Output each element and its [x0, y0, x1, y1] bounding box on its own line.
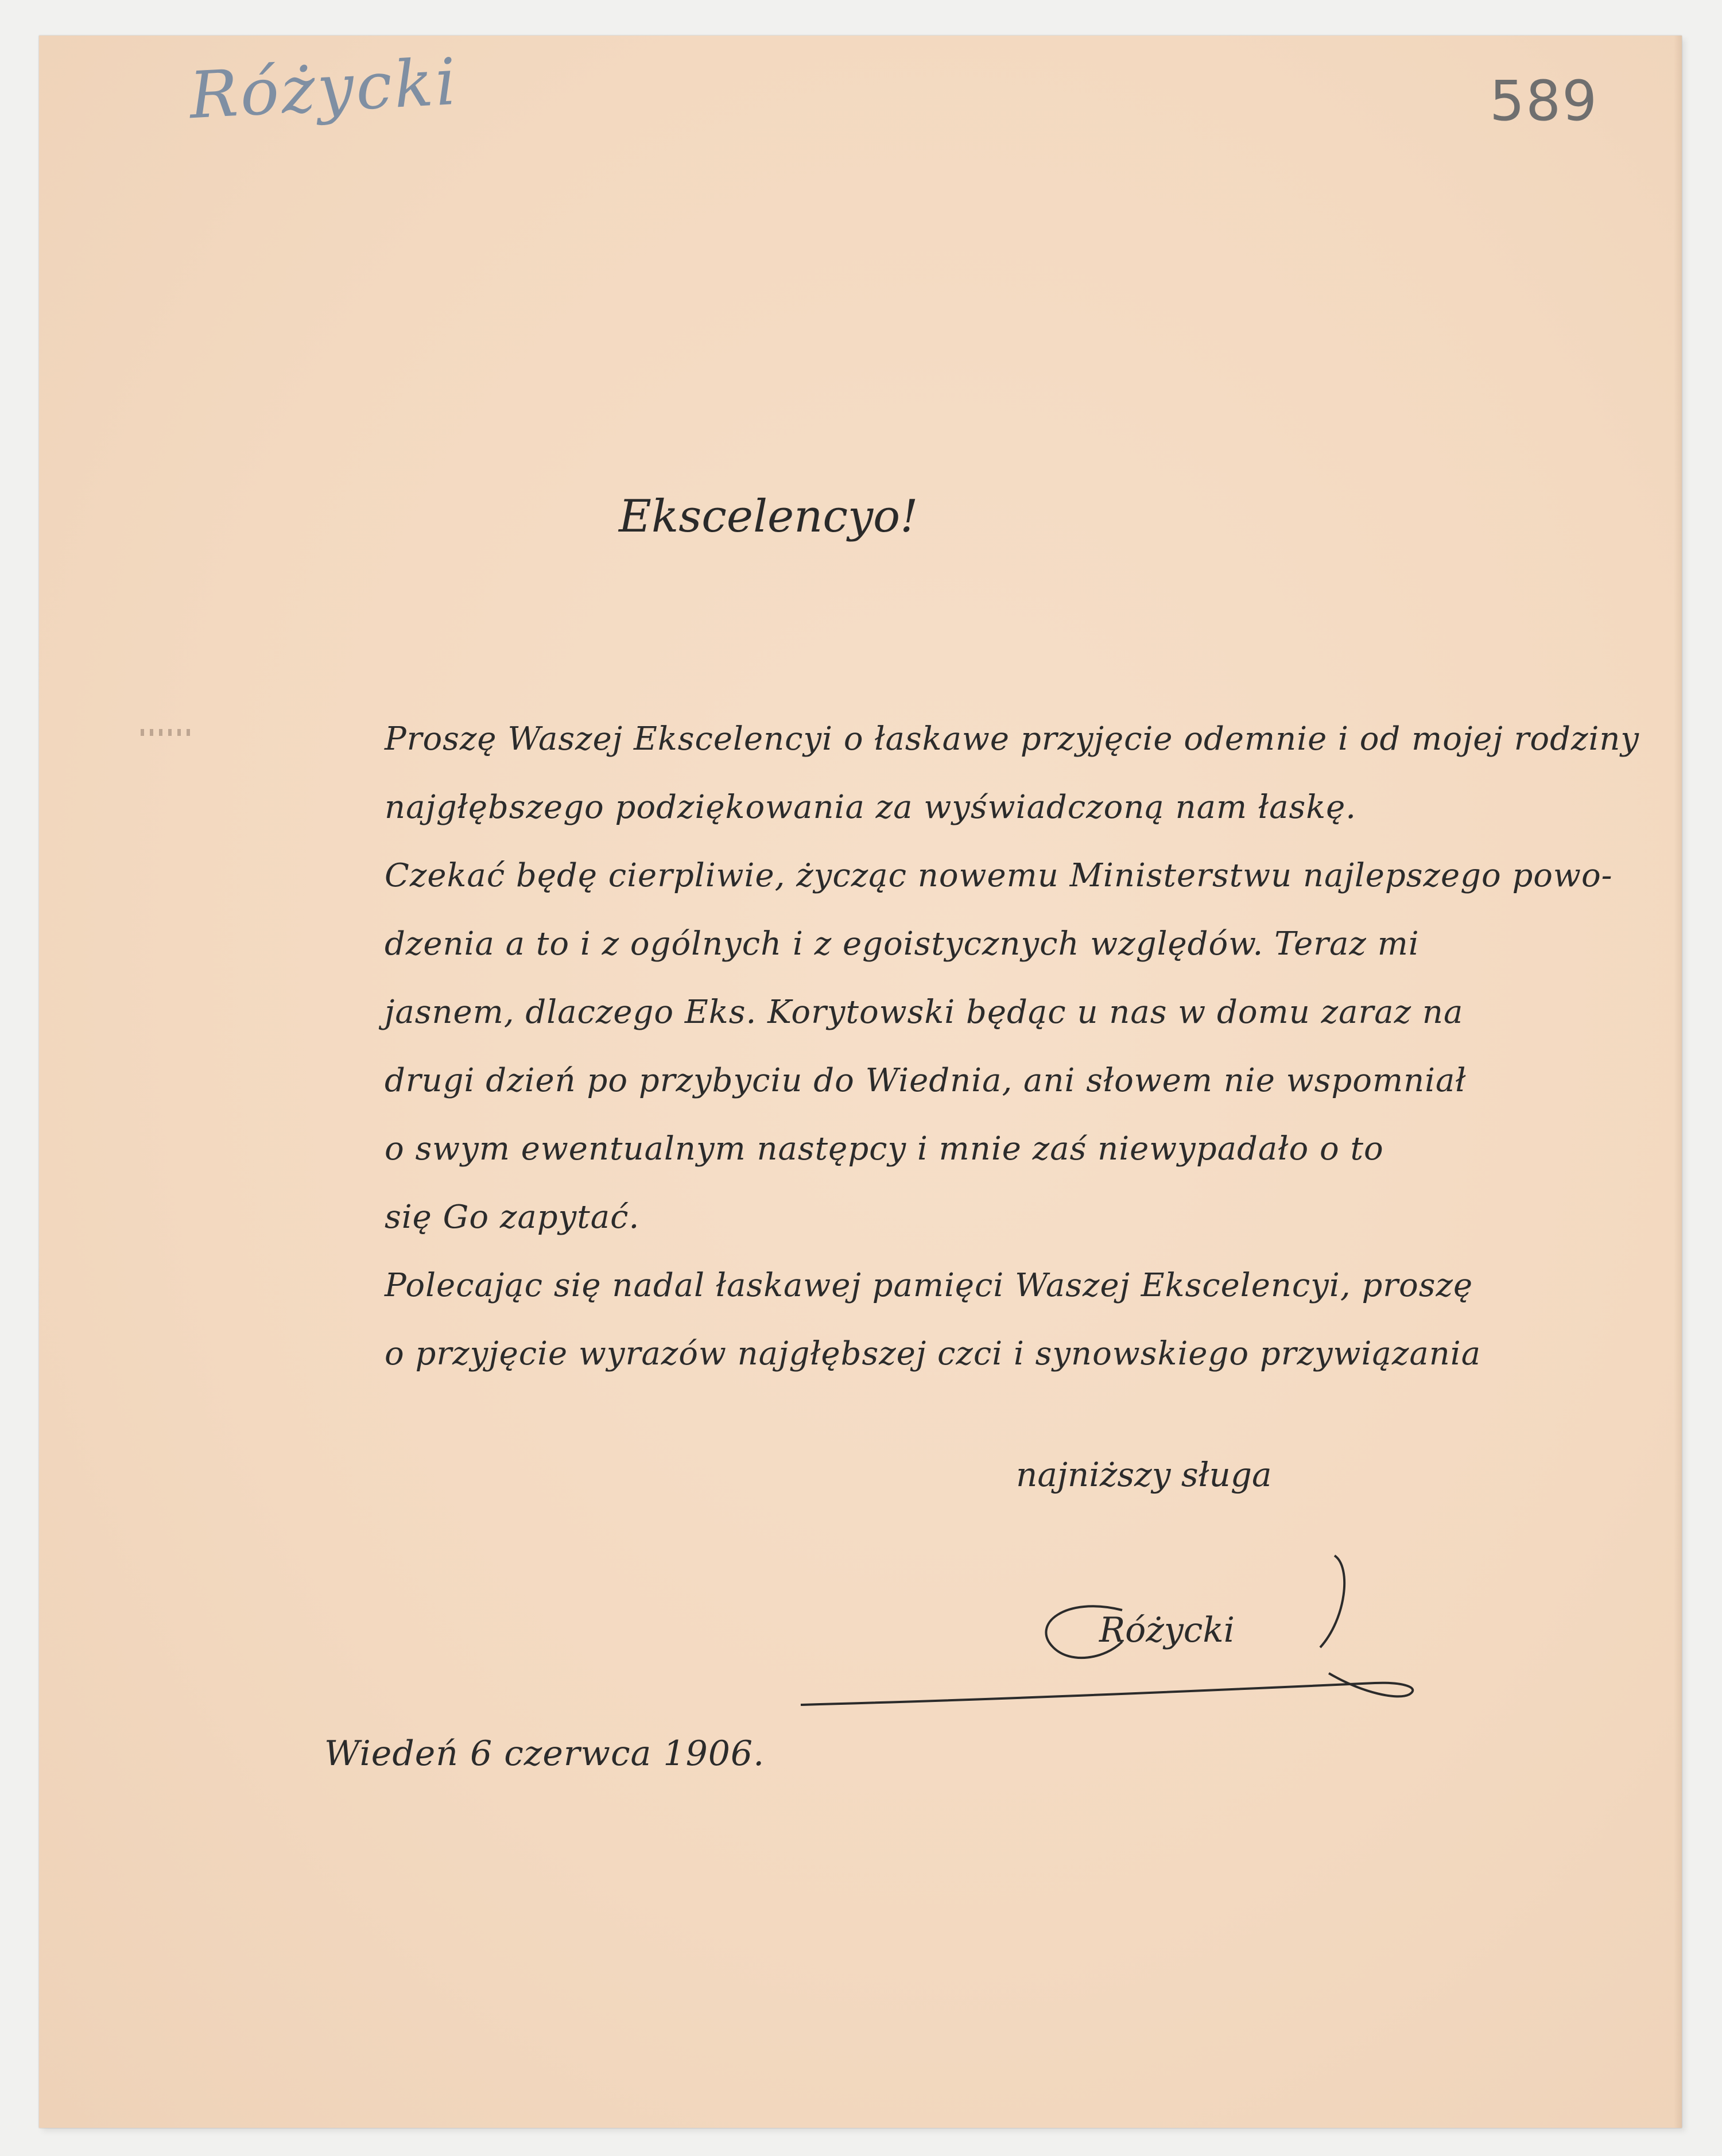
letter-line: Czekać będę cierpliwie, życząc nowemu Ministerstwu najlepszego powo- [385, 857, 1613, 894]
folio-number: 589 [1490, 69, 1599, 133]
signature-name: Różycki [1099, 1610, 1235, 1650]
letter-salutation: Ekscelencyo! [619, 491, 918, 542]
paper-edge-shadow [1674, 36, 1682, 2128]
letter-place-date: Wiedeń 6 czerwca 1906. [324, 1734, 765, 1774]
margin-marks [141, 729, 192, 736]
letter-body [385, 705, 1659, 1388]
letter-line: Polecając się nadal łaskawej pamięci Waszej Ekscelencyi, proszę [385, 1267, 1473, 1304]
letter-line: o przyjęcie wyrazów najgłębszej czci i synowskiego przywiązania [385, 1335, 1481, 1372]
letter-line: o swym ewentualnym następcy i mnie zaś niewypadało o to [385, 1130, 1384, 1168]
letter-line: jasnem, dlaczego Eks. Korytowski będąc u nas w domu zaraz na [385, 994, 1464, 1031]
letter-closing: najniższy sługa [1016, 1455, 1272, 1494]
letter-line: Proszę Waszej Ekscelencyi o łaskawe przyjęcie odemnie i od mojej rodziny [385, 720, 1640, 758]
letter-line: drugi dzień po przybyciu do Wiednia, ani słowem nie wspomniał [385, 1062, 1467, 1099]
letter-line: najgłębszego podziękowania za wyświadczoną nam łaskę. [385, 789, 1357, 826]
signature-block [801, 1550, 1461, 1716]
letter-line: dzenia a to i z ogólnych i z egoistycznych względów. Teraz mi [385, 925, 1420, 963]
letter-line: się Go zapytać. [385, 1199, 640, 1236]
pencil-annotation-name: Różycki [187, 44, 460, 134]
